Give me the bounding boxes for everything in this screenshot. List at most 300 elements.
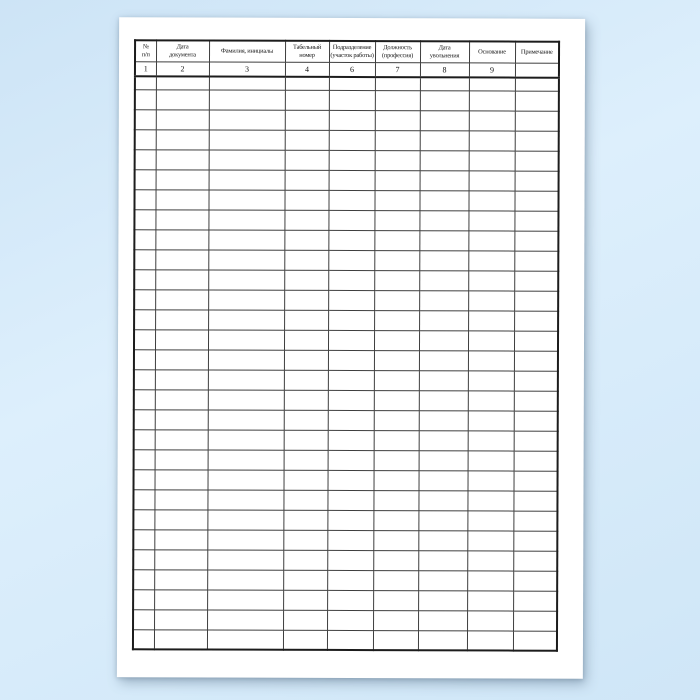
empty-cell xyxy=(468,270,514,290)
empty-cell xyxy=(134,269,155,289)
empty-cell xyxy=(155,329,208,349)
empty-cell xyxy=(375,90,420,110)
empty-cell xyxy=(514,371,558,391)
empty-cell xyxy=(208,390,284,410)
empty-cell xyxy=(284,310,328,330)
empty-cell xyxy=(133,629,154,649)
empty-cell xyxy=(208,190,284,210)
empty-cell xyxy=(283,530,327,550)
empty-cell xyxy=(468,370,514,390)
empty-cell xyxy=(327,570,373,590)
empty-cell xyxy=(283,630,327,650)
empty-cell xyxy=(329,130,375,150)
empty-cell xyxy=(154,549,207,569)
empty-cell xyxy=(374,390,419,410)
empty-cell xyxy=(420,77,469,90)
empty-cell xyxy=(418,550,467,570)
empty-cell xyxy=(285,150,329,170)
empty-cell xyxy=(468,410,514,430)
header-label-line: № xyxy=(142,43,149,51)
empty-cell xyxy=(467,490,513,510)
empty-cell xyxy=(514,351,558,371)
empty-cell xyxy=(209,130,285,150)
empty-cell xyxy=(134,289,155,309)
empty-cell xyxy=(134,229,155,249)
empty-cell xyxy=(327,510,373,530)
empty-cell xyxy=(327,550,373,570)
table-row xyxy=(134,329,558,350)
empty-cell xyxy=(154,589,207,609)
empty-cell xyxy=(373,630,418,650)
empty-cell xyxy=(513,551,557,571)
empty-cell xyxy=(419,330,468,350)
empty-cell xyxy=(328,250,374,270)
empty-cell xyxy=(328,230,374,250)
empty-cell xyxy=(209,77,285,90)
empty-cell xyxy=(515,78,559,91)
empty-cell xyxy=(514,231,558,251)
header-label-line: Должность xyxy=(383,44,412,52)
empty-cell xyxy=(156,89,209,109)
header-label-line: Основание xyxy=(478,48,506,56)
empty-cell xyxy=(419,230,468,250)
empty-cell xyxy=(374,430,419,450)
empty-cell xyxy=(373,610,418,630)
header-label-line: (профессия) xyxy=(381,51,414,59)
empty-cell xyxy=(328,310,374,330)
empty-cell xyxy=(209,110,285,130)
empty-cell xyxy=(328,430,374,450)
empty-cell xyxy=(468,450,514,470)
empty-cell xyxy=(468,390,514,410)
empty-cell xyxy=(514,431,558,451)
empty-cell xyxy=(134,429,155,449)
empty-cell xyxy=(284,330,328,350)
empty-cell xyxy=(420,150,469,170)
empty-cell xyxy=(327,610,373,630)
empty-cell xyxy=(514,251,558,271)
empty-cell xyxy=(208,370,284,390)
empty-cell xyxy=(155,469,208,489)
empty-cell xyxy=(468,190,514,210)
table-row xyxy=(135,89,559,110)
empty-cell xyxy=(283,610,327,630)
empty-cell xyxy=(327,490,373,510)
empty-cell xyxy=(208,330,284,350)
empty-cell xyxy=(155,429,208,449)
empty-cell xyxy=(374,210,419,230)
empty-cell xyxy=(285,77,329,90)
empty-cell xyxy=(133,549,154,569)
empty-cell xyxy=(329,150,375,170)
empty-cell xyxy=(468,210,514,230)
empty-cell xyxy=(514,411,558,431)
empty-cell xyxy=(135,89,156,109)
column-number-cell-5: 6 xyxy=(329,62,375,77)
empty-cell xyxy=(133,609,154,629)
empty-cell xyxy=(328,470,374,490)
empty-cell xyxy=(513,511,557,531)
empty-cell xyxy=(155,229,208,249)
header-label-line: п/п xyxy=(141,51,150,59)
empty-cell xyxy=(513,591,557,611)
empty-cell xyxy=(328,290,374,310)
table-row xyxy=(133,569,557,590)
empty-cell xyxy=(155,389,208,409)
empty-cell xyxy=(418,530,467,550)
empty-cell xyxy=(328,350,374,370)
empty-cell xyxy=(284,450,328,470)
empty-cell xyxy=(419,250,468,270)
empty-cell xyxy=(329,170,375,190)
empty-cell xyxy=(134,469,155,489)
table-row xyxy=(134,249,558,270)
empty-cell xyxy=(514,191,558,211)
header-cell-8 xyxy=(469,41,515,62)
empty-cell xyxy=(135,149,156,169)
empty-cell xyxy=(208,290,284,310)
empty-cell xyxy=(373,530,418,550)
empty-cell xyxy=(468,250,514,270)
empty-cell xyxy=(155,209,208,229)
empty-cell xyxy=(155,269,208,289)
empty-cell xyxy=(514,211,558,231)
column-number-cell-2: 2 xyxy=(156,61,209,76)
empty-cell xyxy=(134,369,155,389)
empty-cell xyxy=(329,90,375,110)
empty-cell xyxy=(420,130,469,150)
empty-cell xyxy=(208,470,284,490)
empty-cell xyxy=(514,391,558,411)
empty-cell xyxy=(467,590,513,610)
empty-cell xyxy=(514,271,558,291)
empty-cell xyxy=(419,390,468,410)
empty-cell xyxy=(467,570,513,590)
header-label-line: увольнения xyxy=(429,52,460,60)
header-label-line: Примечание xyxy=(520,48,553,56)
empty-cell xyxy=(469,170,515,190)
empty-cell xyxy=(133,489,154,509)
empty-cell xyxy=(283,510,327,530)
header-cell-5 xyxy=(329,41,375,62)
empty-cell xyxy=(154,509,207,529)
table-row xyxy=(134,289,558,310)
empty-cell xyxy=(328,210,374,230)
empty-cell xyxy=(209,150,285,170)
empty-cell xyxy=(514,331,558,351)
empty-cell xyxy=(154,629,207,649)
empty-cell xyxy=(207,629,283,649)
empty-cell xyxy=(328,410,374,430)
column-numbers-row xyxy=(135,61,559,77)
header-label-line: Дата xyxy=(438,44,451,52)
table-row xyxy=(134,309,558,330)
empty-cell xyxy=(284,230,328,250)
empty-cell xyxy=(208,430,284,450)
column-number-cell-8: 9 xyxy=(469,62,515,77)
table-row xyxy=(135,149,559,170)
empty-cell xyxy=(208,250,284,270)
empty-cell xyxy=(154,489,207,509)
empty-cell xyxy=(469,90,515,110)
empty-cell xyxy=(375,150,420,170)
empty-cell xyxy=(469,110,515,130)
empty-cell xyxy=(207,489,283,509)
empty-cell xyxy=(374,270,419,290)
column-number-cell-6: 7 xyxy=(375,62,420,77)
empty-cell xyxy=(375,130,420,150)
table-row xyxy=(133,509,557,530)
empty-cell xyxy=(418,590,467,610)
empty-cell xyxy=(208,350,284,370)
empty-cell xyxy=(207,609,283,629)
header-cell-6 xyxy=(375,41,420,62)
empty-cell xyxy=(156,149,209,169)
empty-cell xyxy=(513,571,557,591)
empty-cell xyxy=(208,230,284,250)
empty-cell xyxy=(514,311,558,331)
empty-cell xyxy=(284,370,328,390)
empty-cell xyxy=(328,190,374,210)
empty-cell xyxy=(284,190,328,210)
empty-cell xyxy=(284,250,328,270)
empty-cell xyxy=(283,550,327,570)
empty-cell xyxy=(419,190,468,210)
empty-cell xyxy=(285,90,329,110)
header-cell-3 xyxy=(209,41,285,62)
header-cell-7 xyxy=(420,41,469,62)
header-label-line: (участок работы) xyxy=(330,51,374,59)
empty-cell xyxy=(283,490,327,510)
empty-cell xyxy=(419,270,468,290)
empty-cell xyxy=(468,470,514,490)
empty-cell xyxy=(208,450,284,470)
empty-cell xyxy=(328,450,374,470)
column-number-cell-3: 3 xyxy=(209,62,285,77)
empty-cell xyxy=(514,291,558,311)
empty-cell xyxy=(467,630,513,650)
empty-cell xyxy=(419,310,468,330)
empty-cell xyxy=(468,330,514,350)
header-row xyxy=(135,40,559,62)
empty-cell xyxy=(134,249,155,269)
table-row xyxy=(134,469,558,490)
empty-cell xyxy=(283,570,327,590)
empty-cell xyxy=(375,170,420,190)
empty-cell xyxy=(418,490,467,510)
empty-cell xyxy=(135,109,156,129)
empty-cell xyxy=(513,491,557,511)
empty-cell xyxy=(374,230,419,250)
column-number-cell-7: 8 xyxy=(420,62,469,77)
empty-cell xyxy=(155,249,208,269)
empty-cell xyxy=(374,470,419,490)
empty-cell xyxy=(513,631,557,651)
empty-cell xyxy=(134,189,155,209)
empty-cell xyxy=(373,490,418,510)
empty-cell xyxy=(134,389,155,409)
empty-cell xyxy=(155,349,208,369)
empty-cell xyxy=(156,109,209,129)
empty-cell xyxy=(468,350,514,370)
empty-cell xyxy=(419,410,468,430)
empty-cell xyxy=(515,171,559,191)
empty-cell xyxy=(283,590,327,610)
empty-cell xyxy=(155,309,208,329)
table-row xyxy=(134,269,558,290)
empty-cell xyxy=(284,270,328,290)
empty-cell xyxy=(373,550,418,570)
empty-cell xyxy=(207,509,283,529)
table-row xyxy=(134,449,558,470)
header-label-line: Дата xyxy=(176,43,189,51)
empty-cell xyxy=(135,129,156,149)
table-row xyxy=(134,409,558,430)
empty-cell xyxy=(468,310,514,330)
empty-cell xyxy=(419,350,468,370)
empty-cell xyxy=(374,290,419,310)
journal-table xyxy=(132,39,560,651)
empty-cell xyxy=(515,111,559,131)
empty-cell xyxy=(419,290,468,310)
empty-cell xyxy=(419,430,468,450)
table-row xyxy=(133,489,557,510)
table-row xyxy=(133,629,557,650)
empty-cell xyxy=(419,210,468,230)
empty-cell xyxy=(374,370,419,390)
table-row xyxy=(134,349,558,370)
empty-cell xyxy=(515,91,559,111)
empty-cell xyxy=(418,510,467,530)
empty-cell xyxy=(285,170,329,190)
empty-cell xyxy=(155,409,208,429)
empty-cell xyxy=(418,570,467,590)
empty-cell xyxy=(375,110,420,130)
empty-cell xyxy=(284,390,328,410)
empty-cell xyxy=(374,410,419,430)
header-label-line: Подразделение xyxy=(332,44,372,52)
empty-cell xyxy=(284,410,328,430)
empty-cell xyxy=(284,290,328,310)
empty-cell xyxy=(155,289,208,309)
table-row xyxy=(134,189,558,210)
empty-cell xyxy=(419,370,468,390)
empty-cell xyxy=(285,130,329,150)
empty-cell xyxy=(207,589,283,609)
empty-cell xyxy=(154,609,207,629)
empty-cell xyxy=(513,531,557,551)
empty-cell xyxy=(469,77,515,90)
empty-cell xyxy=(135,76,156,89)
empty-cell xyxy=(469,130,515,150)
empty-cell xyxy=(467,610,513,630)
table-row xyxy=(134,369,558,390)
column-number-cell-4: 4 xyxy=(285,62,329,77)
table-row xyxy=(134,209,558,230)
empty-cell xyxy=(134,309,155,329)
empty-cell xyxy=(468,290,514,310)
empty-cell xyxy=(513,611,557,631)
empty-cell xyxy=(374,330,419,350)
empty-cell xyxy=(374,310,419,330)
empty-cell xyxy=(329,77,375,90)
empty-cell xyxy=(156,129,209,149)
table-row xyxy=(134,429,558,450)
empty-cell xyxy=(134,349,155,369)
empty-cell xyxy=(328,390,374,410)
empty-cell xyxy=(327,590,373,610)
header-cell-9 xyxy=(515,42,559,63)
empty-cell xyxy=(285,110,329,130)
empty-cell xyxy=(420,90,469,110)
empty-cell xyxy=(467,550,513,570)
empty-cell xyxy=(329,110,375,130)
column-number-cell-1: 1 xyxy=(135,61,156,76)
empty-cell xyxy=(207,569,283,589)
table-row xyxy=(135,129,559,150)
empty-cell xyxy=(208,310,284,330)
empty-cell xyxy=(284,470,328,490)
table-row xyxy=(134,229,558,250)
empty-cell xyxy=(133,509,154,529)
empty-cell xyxy=(469,150,515,170)
header-label-line: Фамилия, инициалы xyxy=(220,47,274,55)
empty-cell xyxy=(154,529,207,549)
empty-cell xyxy=(328,330,374,350)
empty-cell xyxy=(284,430,328,450)
empty-cell xyxy=(134,209,155,229)
empty-cell xyxy=(208,270,284,290)
header-cell-2 xyxy=(156,40,209,61)
empty-cell xyxy=(375,77,420,90)
empty-cell xyxy=(374,250,419,270)
empty-cell xyxy=(134,329,155,349)
empty-cell xyxy=(155,449,208,469)
empty-cell xyxy=(374,190,419,210)
empty-cell xyxy=(468,230,514,250)
empty-cell xyxy=(327,530,373,550)
empty-cell xyxy=(208,210,284,230)
header-label-line: Табельный xyxy=(293,43,322,52)
empty-cell xyxy=(284,350,328,370)
header-label-line: номер xyxy=(299,51,315,59)
empty-cell xyxy=(374,350,419,370)
empty-cell xyxy=(515,151,559,171)
empty-cell xyxy=(327,630,373,650)
empty-cell xyxy=(133,589,154,609)
empty-cell xyxy=(156,169,209,189)
empty-cell xyxy=(155,369,208,389)
table-row xyxy=(133,589,557,610)
empty-cell xyxy=(135,169,156,189)
empty-cell xyxy=(515,131,559,151)
empty-cell xyxy=(133,569,154,589)
empty-cell xyxy=(514,451,558,471)
empty-cell xyxy=(133,529,154,549)
empty-cell xyxy=(418,630,467,650)
empty-cell xyxy=(209,170,285,190)
empty-cell xyxy=(208,410,284,430)
empty-cell xyxy=(468,430,514,450)
empty-cell xyxy=(374,450,419,470)
empty-cell xyxy=(514,471,558,491)
table-row xyxy=(135,109,559,130)
empty-cell xyxy=(134,449,155,469)
empty-cell xyxy=(155,189,208,209)
table-row xyxy=(133,529,557,550)
table-row xyxy=(133,609,557,630)
empty-cell xyxy=(419,470,468,490)
